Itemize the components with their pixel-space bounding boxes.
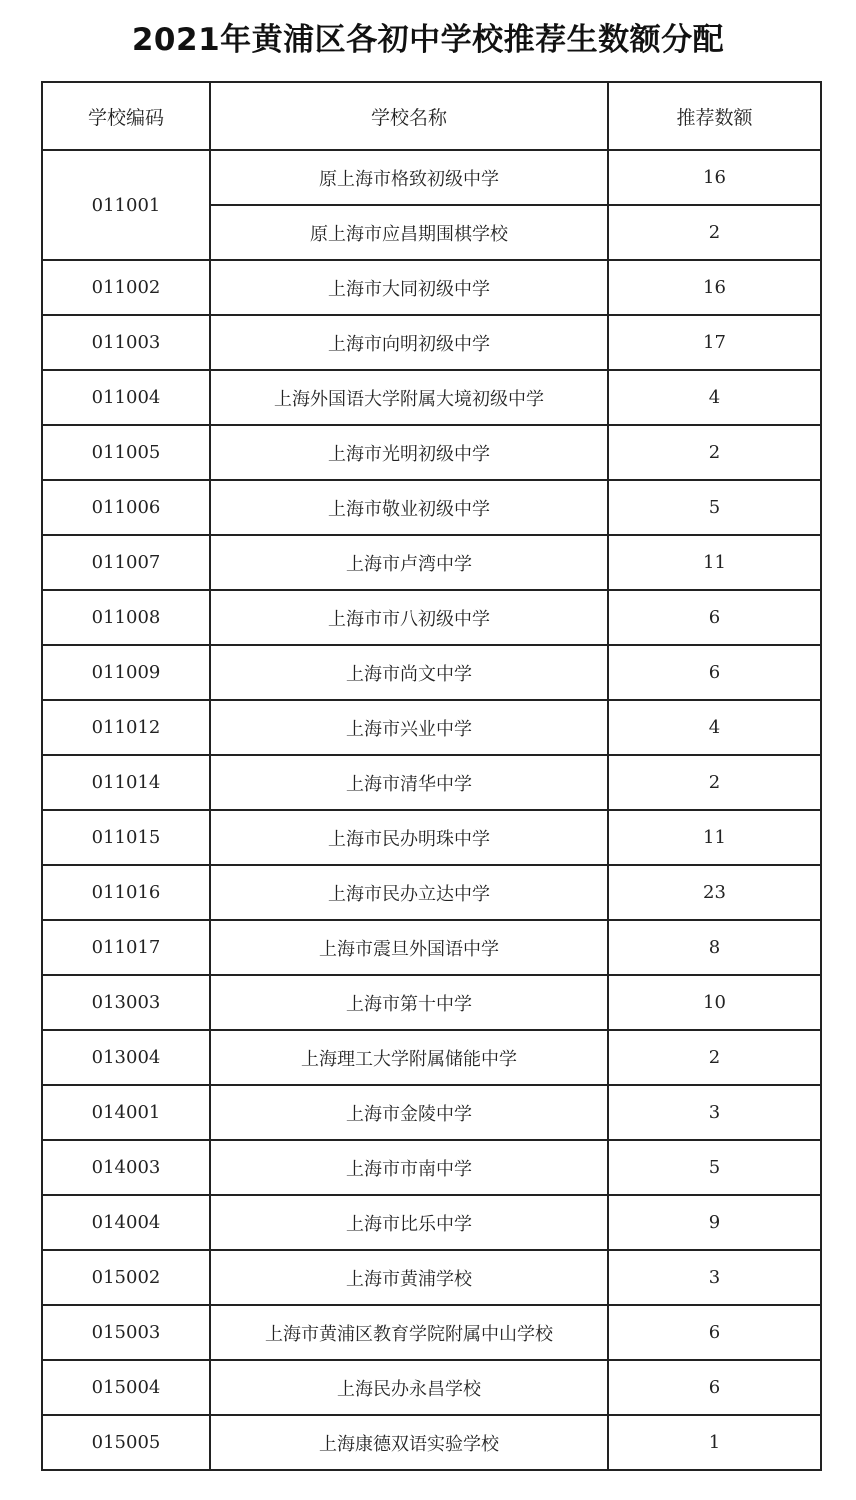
quota-cell: 2 <box>608 205 821 260</box>
table-row <box>42 1415 821 1470</box>
quota-cell: 23 <box>608 865 821 920</box>
school-name-cell: 上海理工大学附属储能中学 <box>210 1030 608 1085</box>
school-code-cell: 015004 <box>42 1360 210 1415</box>
school-name-cell: 上海市向明初级中学 <box>210 315 608 370</box>
school-code-cell: 013003 <box>42 975 210 1030</box>
table-row <box>42 700 821 755</box>
table-row <box>42 975 821 1030</box>
school-name-cell: 上海市市南中学 <box>210 1140 608 1195</box>
quota-cell: 2 <box>608 1030 821 1085</box>
school-code-cell: 011016 <box>42 865 210 920</box>
school-name-cell: 原上海市应昌期围棋学校 <box>210 205 608 260</box>
school-name-cell: 上海市黄浦学校 <box>210 1250 608 1305</box>
table-row <box>42 1030 821 1085</box>
quota-cell: 2 <box>608 755 821 810</box>
school-code-cell: 014001 <box>42 1085 210 1140</box>
school-code-cell: 011002 <box>42 260 210 315</box>
school-name-cell: 上海外国语大学附属大境初级中学 <box>210 370 608 425</box>
school-code-cell: 011008 <box>42 590 210 645</box>
school-name-cell: 上海市清华中学 <box>210 755 608 810</box>
school-name-cell: 上海市第十中学 <box>210 975 608 1030</box>
school-code-cell: 011014 <box>42 755 210 810</box>
school-code-cell: 014003 <box>42 1140 210 1195</box>
quota-cell: 9 <box>608 1195 821 1250</box>
quota-cell: 5 <box>608 480 821 535</box>
table-row <box>42 1195 821 1250</box>
school-code-cell: 015005 <box>42 1415 210 1470</box>
table-row <box>42 590 821 645</box>
quota-cell: 11 <box>608 535 821 590</box>
school-name-cell: 上海市卢湾中学 <box>210 535 608 590</box>
school-name-cell: 上海市震旦外国语中学 <box>210 920 608 975</box>
school-name-cell: 上海市敬业初级中学 <box>210 480 608 535</box>
header-school-name: 学校名称 <box>210 82 608 150</box>
quota-cell: 4 <box>608 370 821 425</box>
quota-cell: 2 <box>608 425 821 480</box>
table-row <box>42 260 821 315</box>
school-code-cell: 015002 <box>42 1250 210 1305</box>
school-name-cell: 上海民办永昌学校 <box>210 1360 608 1415</box>
school-name-cell: 上海市民办立达中学 <box>210 865 608 920</box>
school-code-cell: 014004 <box>42 1195 210 1250</box>
school-name-cell: 上海市兴业中学 <box>210 700 608 755</box>
school-name-cell: 上海市比乐中学 <box>210 1195 608 1250</box>
quota-cell: 8 <box>608 920 821 975</box>
quota-cell: 6 <box>608 645 821 700</box>
quota-cell: 11 <box>608 810 821 865</box>
school-name-cell: 上海市市八初级中学 <box>210 590 608 645</box>
page-title: 2021年黄浦区各初中学校推荐生数额分配 <box>131 22 725 58</box>
quota-cell: 6 <box>608 590 821 645</box>
table-row <box>42 150 821 205</box>
table-row <box>42 755 821 810</box>
table-row <box>42 1305 821 1360</box>
school-code-cell: 011005 <box>42 425 210 480</box>
quota-cell: 10 <box>608 975 821 1030</box>
school-name-cell: 上海市大同初级中学 <box>210 260 608 315</box>
table-row <box>42 535 821 590</box>
school-name-cell: 上海市尚文中学 <box>210 645 608 700</box>
school-code-cell: 011004 <box>42 370 210 425</box>
quota-cell: 4 <box>608 700 821 755</box>
table-row <box>42 480 821 535</box>
table-row <box>42 370 821 425</box>
school-name-cell: 上海市民办明珠中学 <box>210 810 608 865</box>
quota-cell: 1 <box>608 1415 821 1470</box>
table-row <box>42 425 821 480</box>
table-body <box>42 150 821 1470</box>
quota-cell: 16 <box>608 260 821 315</box>
quota-cell: 3 <box>608 1085 821 1140</box>
school-code-cell: 011015 <box>42 810 210 865</box>
school-code-cell: 011007 <box>42 535 210 590</box>
school-name-cell: 上海市黄浦区教育学院附属中山学校 <box>210 1305 608 1360</box>
quota-cell: 6 <box>608 1305 821 1360</box>
quota-table <box>41 81 822 1471</box>
quota-cell: 16 <box>608 150 821 205</box>
quota-cell: 5 <box>608 1140 821 1195</box>
table-row <box>42 1140 821 1195</box>
school-code-cell: 011017 <box>42 920 210 975</box>
school-code-cell: 011001 <box>42 150 210 260</box>
school-name-cell: 原上海市格致初级中学 <box>210 150 608 205</box>
table-row <box>42 645 821 700</box>
table-row <box>42 1250 821 1305</box>
school-code-cell: 011012 <box>42 700 210 755</box>
quota-cell: 3 <box>608 1250 821 1305</box>
table-row <box>42 810 821 865</box>
school-code-cell: 015003 <box>42 1305 210 1360</box>
table-row <box>42 920 821 975</box>
table-header-row <box>42 82 821 150</box>
quota-cell: 6 <box>608 1360 821 1415</box>
table-row <box>42 1085 821 1140</box>
school-name-cell: 上海市金陵中学 <box>210 1085 608 1140</box>
school-code-cell: 011009 <box>42 645 210 700</box>
header-school-code: 学校编码 <box>42 82 210 150</box>
school-code-cell: 011003 <box>42 315 210 370</box>
table-row <box>42 1360 821 1415</box>
header-quota: 推荐数额 <box>608 82 821 150</box>
school-code-cell: 011006 <box>42 480 210 535</box>
school-name-cell: 上海康德双语实验学校 <box>210 1415 608 1470</box>
school-code-cell: 013004 <box>42 1030 210 1085</box>
school-name-cell: 上海市光明初级中学 <box>210 425 608 480</box>
table-row <box>42 865 821 920</box>
quota-cell: 17 <box>608 315 821 370</box>
table-row <box>42 315 821 370</box>
